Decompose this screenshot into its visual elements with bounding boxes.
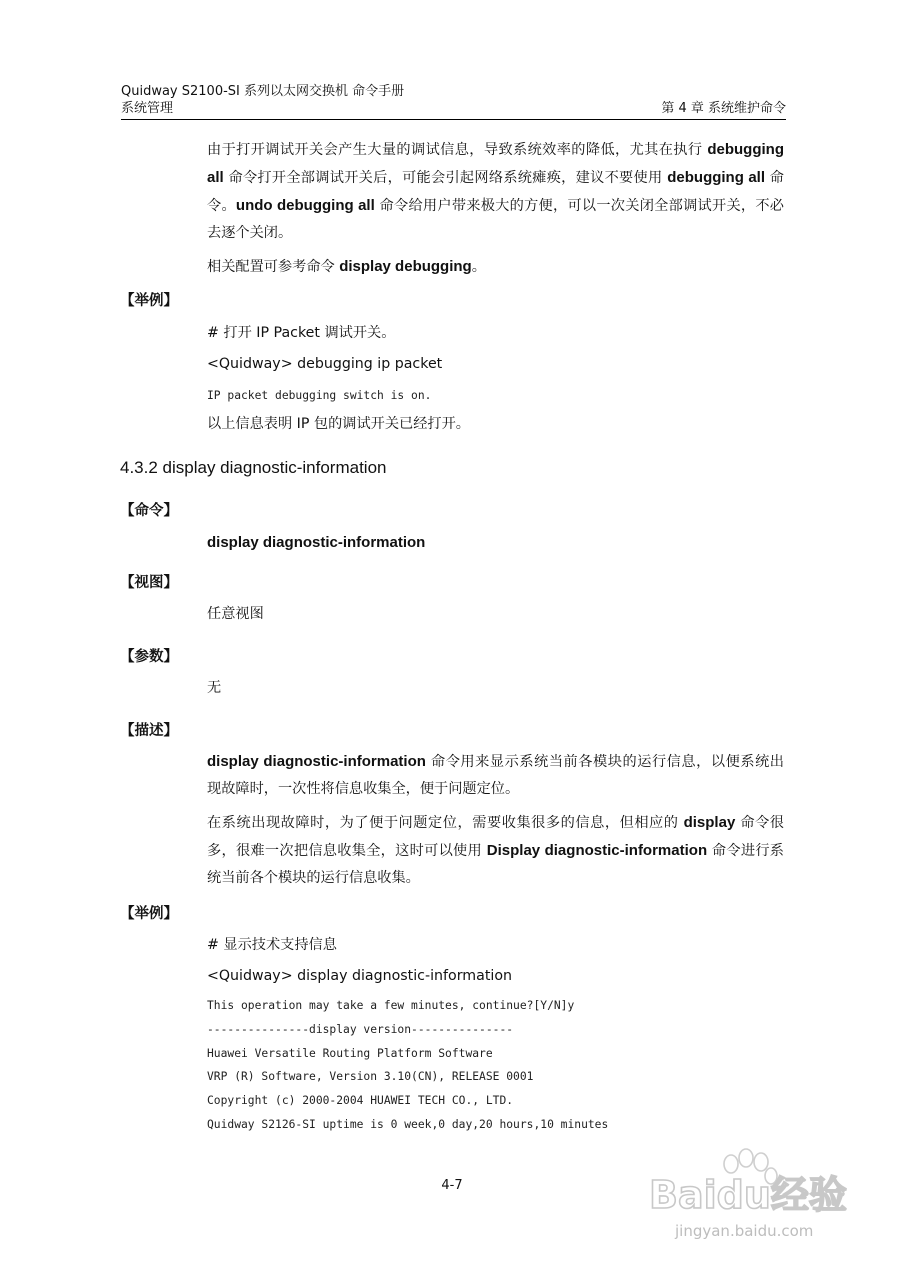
text-run: 命令。 [207, 170, 784, 214]
cmd-keyword: debugging all [667, 169, 766, 186]
params-text: 无 [207, 680, 222, 696]
text-run: 命令用来显示系统当前各模块的运行信息，以便系统出现故障时，一次性将信息收集全，便于问题定位。 [207, 754, 784, 797]
label-example-1: 【举例】 [120, 293, 178, 309]
command-syntax: display diagnostic-information [207, 534, 426, 551]
header-rule [121, 119, 786, 120]
cmd-keyword: undo debugging all [235, 197, 375, 214]
watermark-brand2: du [716, 1173, 771, 1217]
output-line: Copyright (c) 2000-2004 HUAWEI TECH CO., LTD. [207, 1094, 514, 1108]
example-2-output [207, 994, 784, 1137]
example-1 [207, 320, 784, 438]
label-params: 【参数】 [120, 649, 178, 665]
cmd-keyword: display [683, 814, 736, 831]
description-block [207, 748, 784, 898]
text-run: 命令进行系统当前各个模块的运行信息收集。 [207, 843, 784, 886]
page-header [121, 83, 786, 120]
watermark-site: jingyan.baidu.com [675, 1222, 814, 1240]
header-chapter: 第 4 章 系统维护命令 [661, 101, 786, 116]
example-2-command: <Quidway> display diagnostic-information [207, 968, 512, 984]
header-section: 系统管理 [121, 101, 174, 116]
cmd-keyword: debugging all [207, 141, 784, 186]
watermark-brand: Bai [649, 1173, 717, 1217]
cmd-keyword: Display diagnostic-information [486, 842, 708, 859]
view-text: 任意视图 [207, 606, 264, 622]
example-2-comment: # 显示技术支持信息 [207, 937, 337, 953]
output-line: Quidway S2126-SI uptime is 0 week,0 day,20 hours,10 minutes [207, 1117, 609, 1131]
svg-text:Baidu经验 [649, 1173, 847, 1217]
intro-paragraph-1 [207, 136, 784, 247]
section-heading: 4.3.2 display diagnostic-information [120, 458, 387, 477]
text-run: 在系统出现故障时，为了便于问题定位，需要收集很多的信息，但相应的 [207, 815, 684, 831]
output-line: Huawei Versatile Routing Platform Software [207, 1046, 493, 1060]
header-title: Quidway S2100-SI 系列以太网交换机 命令手册 [121, 84, 405, 99]
text-run: 由于打开调试开关会产生大量的调试信息，导致系统效率的降低，尤其在执行 [207, 142, 708, 158]
text-run: 。 [471, 259, 486, 275]
label-command: 【命令】 [120, 503, 178, 519]
baidu-watermark [645, 1148, 860, 1243]
watermark-brand3: 经验 [770, 1173, 847, 1217]
cmd-keyword: display diagnostic-information [207, 753, 426, 770]
example-1-note: 以上信息表明 IP 包的调试开关已经打开。 [207, 416, 470, 432]
text-run: 命令打开全部调试开关后，可能会引起网络系统瘫痪，建议不要使用 [223, 170, 668, 186]
output-line: This operation may take a few minutes, continue?[Y/N]y [207, 999, 575, 1012]
description-paragraph-2 [207, 809, 784, 892]
label-view: 【视图】 [120, 575, 178, 591]
text-run: 命令给用户带来极大的方便，可以一次关闭全部调试开关，不必去逐个关闭。 [207, 198, 784, 241]
example-1-command: <Quidway> debugging ip packet [207, 356, 443, 372]
output-line: ---------------display version--------------- [207, 1022, 514, 1036]
page-number: 4-7 [441, 1178, 463, 1193]
text-run: 命令很多，很难一次把信息收集全，这时可以使用 [207, 815, 784, 859]
label-description: 【描述】 [120, 723, 178, 739]
intro-block [207, 136, 784, 287]
label-example-2: 【举例】 [120, 906, 178, 922]
example-2 [207, 932, 784, 1137]
output-line: VRP (R) Software, Version 3.10(CN), RELEASE 0001 [207, 1070, 534, 1084]
example-1-comment: # 打开 IP Packet 调试开关。 [207, 325, 396, 341]
example-1-output: IP packet debugging switch is on. [207, 389, 432, 402]
text-run: 相关配置可参考命令 [207, 259, 340, 275]
intro-paragraph-2 [207, 253, 784, 281]
cmd-keyword: display debugging [339, 258, 472, 275]
description-paragraph-1 [207, 748, 784, 803]
